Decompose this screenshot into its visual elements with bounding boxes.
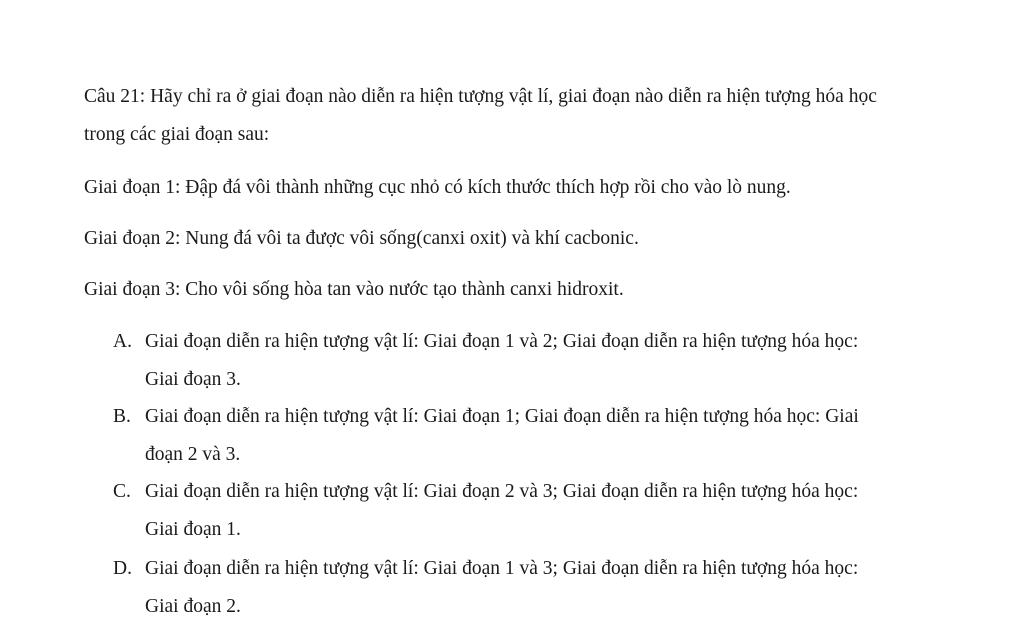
option-d-continuation: Giai đoạn 2. <box>145 596 241 617</box>
option-a-text: Giai đoạn diễn ra hiện tượng vật lí: Giai đoạn 1 và 2; Giai đoạn diễn ra hiện tượng hóa học: <box>145 331 859 352</box>
option-c-continuation: Giai đoạn 1. <box>145 519 241 540</box>
option-b-letter: B. <box>113 406 131 427</box>
option-d-text: Giai đoạn diễn ra hiện tượng vật lí: Giai đoạn 1 và 3; Giai đoạn diễn ra hiện tượng hóa học: <box>145 558 859 579</box>
option-b-text: Giai đoạn diễn ra hiện tượng vật lí: Giai đoạn 1; Giai đoạn diễn ra hiện tượng hóa học: Giai <box>145 406 859 427</box>
option-a-letter: A. <box>113 331 132 352</box>
stage-1: Giai đoạn 1: Đập đá vôi thành những cục nhỏ có kích thước thích hợp rồi cho vào lò nung. <box>84 177 791 198</box>
option-c-text: Giai đoạn diễn ra hiện tượng vật lí: Giai đoạn 2 và 3; Giai đoạn diễn ra hiện tượng hóa học: <box>145 481 859 502</box>
question-text-line-1: Câu 21: Hãy chỉ ra ở giai đoạn nào diễn ra hiện tượng vật lí, giai đoạn nào diễn ra hiện tượng hóa học <box>84 86 877 107</box>
option-c <box>113 482 858 502</box>
stage-2: Giai đoạn 2: Nung đá vôi ta được vôi sống(canxi oxit) và khí cacbonic. <box>84 228 639 249</box>
option-b <box>113 407 859 427</box>
option-b-continuation: đoạn 2 và 3. <box>145 444 241 465</box>
stage-3: Giai đoạn 3: Cho vôi sống hòa tan vào nước tạo thành canxi hidroxit. <box>84 279 624 300</box>
option-a <box>113 332 858 352</box>
question-text-line-2: trong các giai đoạn sau: <box>84 124 270 145</box>
option-d <box>113 559 858 579</box>
option-d-letter: D. <box>113 558 132 579</box>
option-c-letter: C. <box>113 481 131 502</box>
option-a-continuation: Giai đoạn 3. <box>145 369 241 390</box>
